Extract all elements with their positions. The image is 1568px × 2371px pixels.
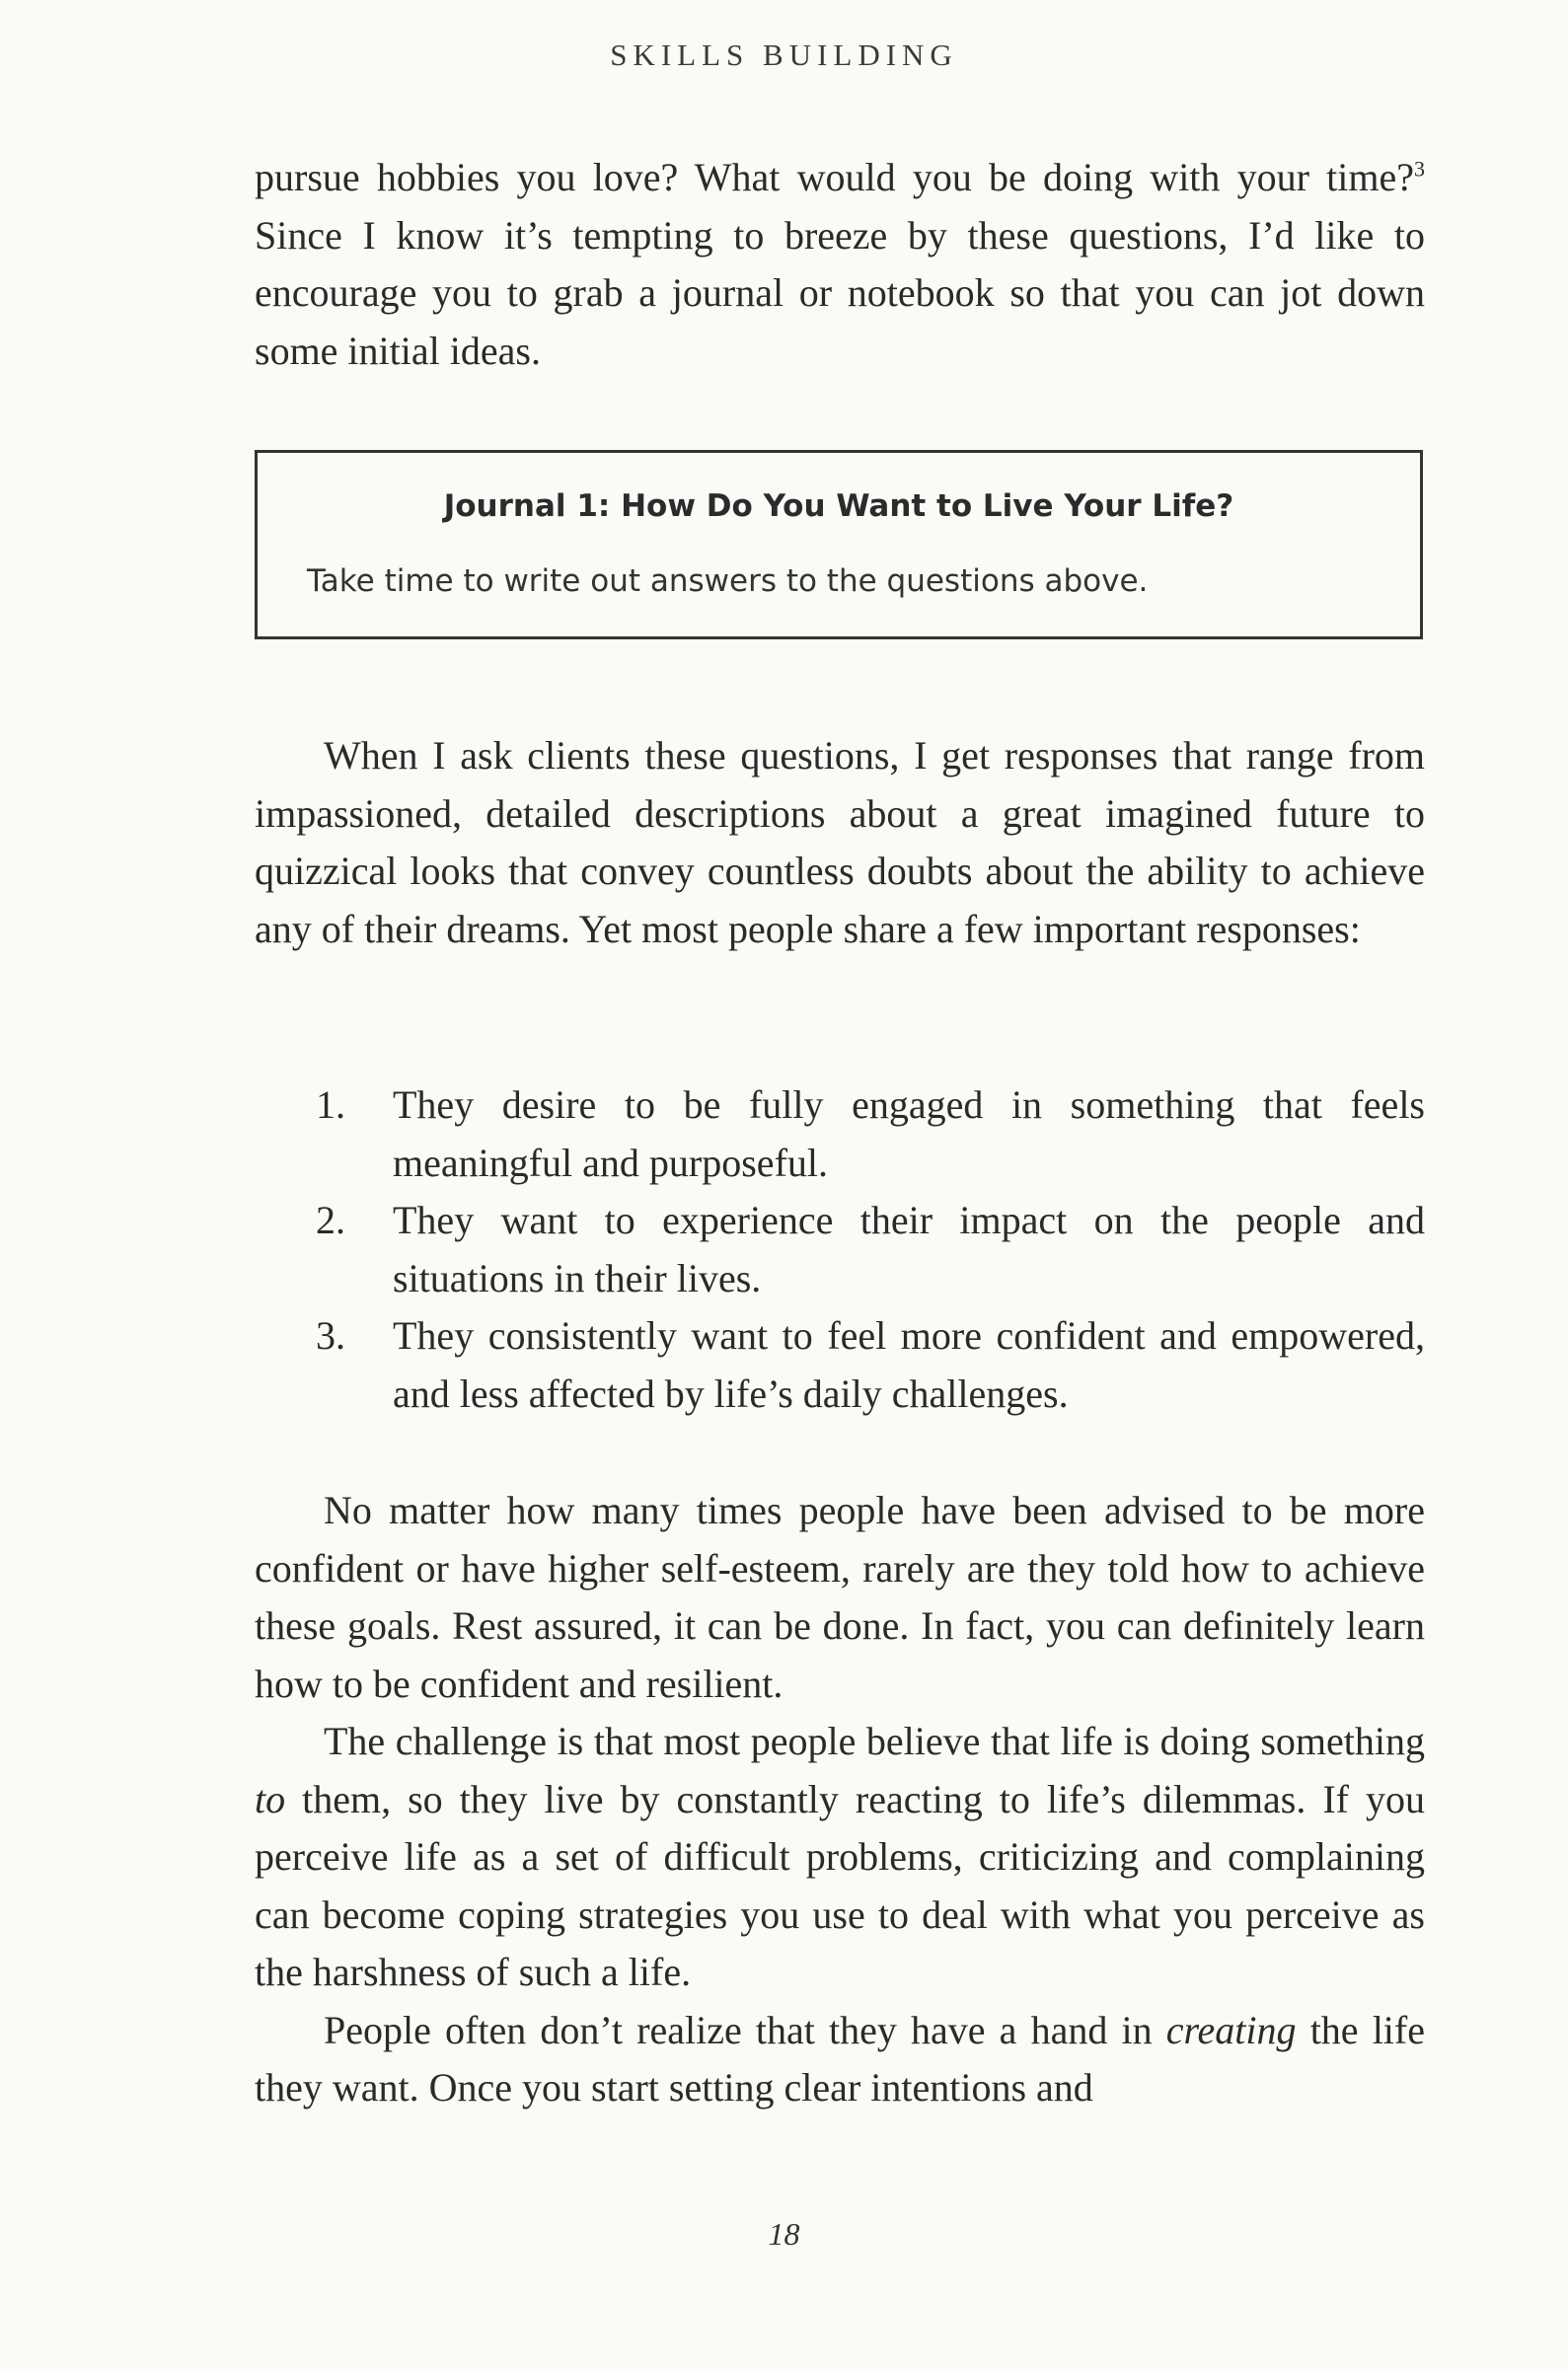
paragraph-1-text-b: Since I know it’s tempting to breeze by these questions, I’d like to encourage you to grab a journal or notebook so that you can jot down some initial ideas. [255,212,1425,373]
paragraph-1-text-a: pursue hobbies you love? What would you be doing with your time? [255,155,1414,199]
paragraph-4-emphasis: to [255,1776,286,1821]
paragraph-2-text: When I ask clients these questions, I get responses that range from impassioned, detailed descriptions about a great imagined future to quizzical looks that convey countless doubts about the ability to achieve any of their dreams. Yet most people share a few important responses: [255,733,1425,951]
paragraphs-3-to-5 [255,1482,1425,2117]
list-item-number: 3. [316,1313,345,1358]
paragraph-5-text [255,2002,1425,2117]
list-item-text: They consistently want to feel more confident and empowered, and less affected by life’s daily challenges. [393,1313,1425,1416]
journal-body: Take time to write out answers to the questions above. [307,563,1149,599]
paragraph-5-text-a: People often don’t realize that they have a hand in [324,2007,1166,2052]
journal-title: Journal 1: How Do You Want to Live Your Life? [443,488,1234,524]
paragraph-1 [255,149,1425,380]
paragraph-5-emphasis: creating [1165,2007,1297,2052]
footnote-ref: 3 [1414,156,1425,182]
running-head: SKILLS BUILDING [610,37,958,72]
journal-callout-box [255,450,1423,639]
list-item-number: 2. [316,1198,345,1242]
list-item-text: They desire to be fully engaged in something that feels meaningful and purposeful. [393,1082,1425,1185]
list-item [316,1076,1425,1192]
list-item-text: They want to experience their impact on the people and situations in their lives. [393,1198,1425,1300]
paragraph-4-text-b: them, so they live by constantly reacting to life’s dilemmas. If you perceive life as a set of difficult problems, criticizing and complaining can become coping strategies you use to deal with what you perceive as the harshness of such a life. [255,1776,1425,1994]
list-item [316,1307,1425,1423]
list-item-number: 1. [316,1082,345,1127]
page-number: 18 [768,2216,800,2252]
paragraph-4-text-a: The challenge is that most people believe that life is doing something [324,1719,1425,1763]
list-item [316,1192,1425,1307]
numbered-list [316,1076,1425,1423]
paragraph-4-text [255,1713,1425,2002]
paragraph-3-text: No matter how many times people have been advised to be more confident or have higher self-esteem, rarely are they told how to achieve these goals. Rest assured, it can be done. In fact, you can definitely learn how to be confident and resilient. [255,1488,1425,1706]
paragraph-2 [255,727,1425,958]
paragraph-5-text-b: the life they want. Once you start setting clear intentions and [255,2007,1425,2110]
paragraph-1-text [255,149,1425,380]
